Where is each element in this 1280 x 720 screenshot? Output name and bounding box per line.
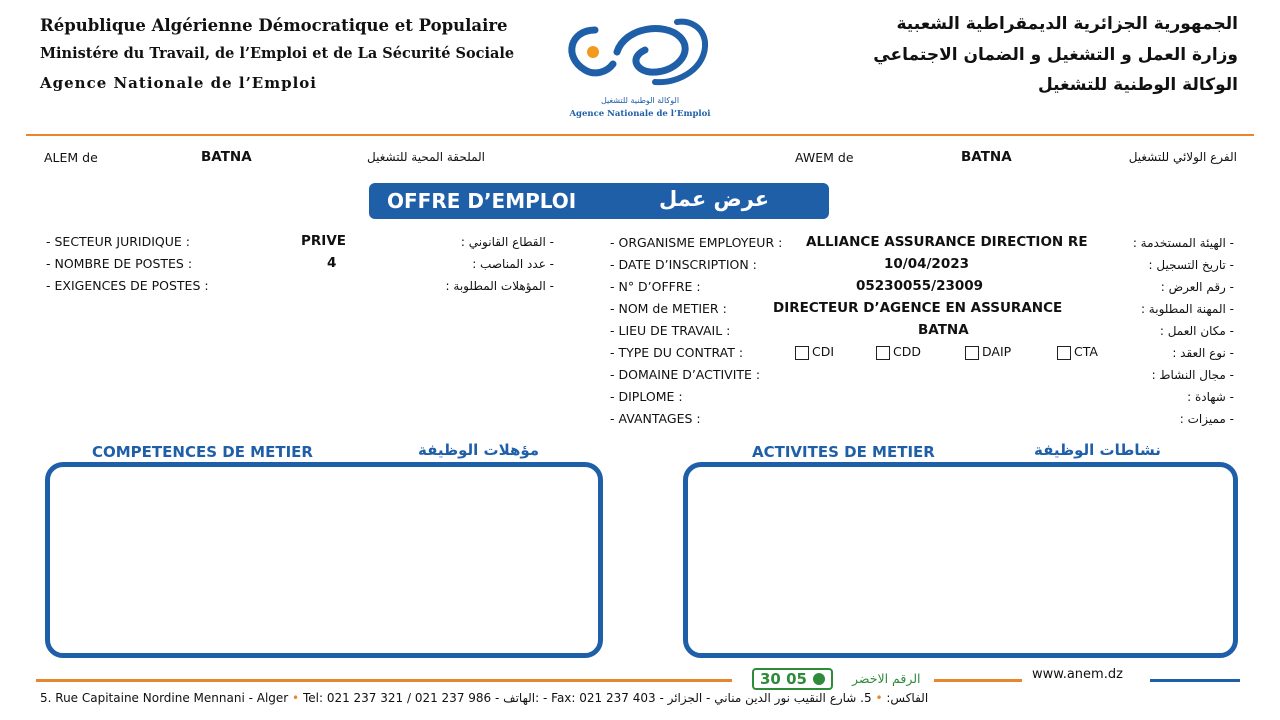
offer-title-bar — [369, 183, 829, 219]
activites-title-ar: نشاطات الوظيفة — [1034, 441, 1161, 459]
lieu-ar: - مكان العمل : — [1159, 324, 1234, 338]
address-ar: 5. شارع النقيب نور الدين مناني - الجزائر — [667, 691, 872, 705]
exigences-label: - EXIGENCES DE POSTES : — [46, 278, 209, 293]
secteur-label: - SECTEUR JURIDIQUE : — [46, 234, 190, 249]
header-divider — [26, 134, 1254, 136]
header-fr-line3: Agence Nationale de l’Emploi — [40, 74, 317, 92]
metier-label: - NOM de METIER : — [610, 301, 727, 316]
logo-ar-caption: الوكالة الوطنية للتشغيل — [600, 96, 680, 105]
lieu-label: - LIEU DE TRAVAIL : — [610, 323, 731, 338]
domaine-label: - DOMAINE D’ACTIVITE : — [610, 367, 761, 382]
cta-checkbox[interactable] — [1057, 346, 1071, 360]
cdi-label: CDI — [812, 344, 835, 359]
organisme-ar: - الهيئة المستخدمة : — [1132, 236, 1234, 250]
tel-ar: - الهاتف: — [495, 691, 540, 705]
fax-ar: - الفاكس: — [659, 691, 929, 705]
awem-ar-label: الفرع الولائي للتشغيل — [1128, 150, 1237, 164]
awem-label: AWEM de — [795, 150, 854, 165]
cta-label: CTA — [1074, 344, 1098, 359]
header-fr-line1: République Algérienne Démocratique et Populaire — [40, 16, 508, 35]
offre-num-ar: - رقم العرض : — [1160, 280, 1234, 294]
daip-checkbox[interactable] — [965, 346, 979, 360]
header-ar-line1: الجمهورية الجزائرية الديمقراطية الشعبية — [896, 14, 1238, 34]
contract-option-cdi[interactable] — [795, 344, 834, 360]
cdd-label: CDD — [893, 344, 921, 359]
avantages-label: - AVANTAGES : — [610, 411, 701, 426]
lieu-value: BATNA — [918, 322, 969, 338]
anem-logo — [555, 12, 725, 122]
contract-option-cta[interactable] — [1057, 344, 1098, 360]
contract-option-daip[interactable] — [965, 344, 1011, 360]
separator-dot-1: • — [292, 691, 300, 705]
footer-divider-right — [1150, 679, 1240, 682]
title-ar: عرض عمل — [659, 187, 770, 211]
metier-ar: - المهنة المطلوبة : — [1140, 302, 1234, 316]
hotline-number: 30 05 — [760, 670, 807, 688]
exigences-ar: - المؤهلات المطلوبة : — [445, 279, 554, 293]
contrat-ar: - نوع العقد : — [1172, 346, 1234, 360]
competences-box[interactable] — [45, 462, 603, 658]
daip-label: DAIP — [982, 344, 1012, 359]
footer-divider-mid — [934, 679, 1022, 682]
tel-fr: Tel: 021 237 321 / 021 237 986 — [302, 691, 492, 705]
header-ar-line2: وزارة العمل و التشغيل و الضمان الاجتماعي — [873, 45, 1238, 65]
cdi-checkbox[interactable] — [795, 346, 809, 360]
secteur-ar: - القطاع القانوني : — [460, 235, 554, 249]
logo-fr-caption: Agence Nationale de l’Emploi — [569, 109, 711, 119]
alem-ar-label: الملحقة المحية للتشغيل — [367, 150, 485, 164]
hotline-badge — [752, 668, 833, 690]
anem-logo-icon — [555, 12, 725, 92]
postes-ar: - عدد المناصب : — [472, 257, 554, 271]
metier-value: DIRECTEUR D’AGENCE EN ASSURANCE — [773, 300, 1063, 316]
address-fr: 5. Rue Capitaine Nordine Mennani - Alger — [40, 691, 289, 705]
activites-title: ACTIVITES DE METIER — [752, 443, 935, 461]
competences-title: COMPETENCES DE METIER — [92, 443, 313, 461]
awem-value: BATNA — [961, 149, 1012, 165]
avantages-ar: - مميزات : — [1179, 412, 1234, 426]
domaine-ar: - مجال النشاط : — [1151, 368, 1234, 382]
phone-icon — [813, 673, 825, 685]
alem-label: ALEM de — [44, 150, 98, 165]
footer-address-line — [40, 691, 928, 705]
separator-dot-2: • — [875, 691, 883, 705]
contract-option-cdd[interactable] — [876, 344, 921, 360]
diplome-label: - DIPLOME : — [610, 389, 683, 404]
fax-fr: - Fax: 021 237 403 — [543, 691, 656, 705]
header-fr-line2: Ministére du Travail, de l’Emploi et de La Sécurité Sociale — [40, 45, 515, 62]
date-ar: - تاريخ التسجيل : — [1148, 258, 1234, 272]
postes-value: 4 — [327, 255, 337, 271]
competences-title-ar: مؤهلات الوظيفة — [418, 441, 540, 459]
date-value: 10/04/2023 — [884, 256, 970, 272]
hotline-ar: الرقم الاخضر — [852, 671, 921, 686]
postes-label: - NOMBRE DE POSTES : — [46, 256, 193, 271]
organisme-label: - ORGANISME EMPLOYEUR : — [610, 235, 783, 250]
offre-num-label: - N° D’OFFRE : — [610, 279, 701, 294]
alem-value: BATNA — [201, 149, 252, 165]
organisme-value: ALLIANCE ASSURANCE DIRECTION RE — [806, 234, 1088, 250]
header-ar-line3: الوكالة الوطنية للتشغيل — [1037, 75, 1238, 95]
contrat-label: - TYPE DU CONTRAT : — [610, 345, 744, 360]
diplome-ar: - شهادة : — [1187, 390, 1234, 404]
activites-box[interactable] — [683, 462, 1238, 658]
website-link[interactable]: www.anem.dz — [1032, 667, 1123, 682]
title-fr: OFFRE D’EMPLOI — [387, 189, 577, 213]
cdd-checkbox[interactable] — [876, 346, 890, 360]
date-label: - DATE D’INSCRIPTION : — [610, 257, 757, 272]
secteur-value: PRIVE — [301, 233, 346, 249]
offre-num-value: 05230055/23009 — [856, 278, 984, 294]
footer-divider-left — [36, 679, 732, 682]
